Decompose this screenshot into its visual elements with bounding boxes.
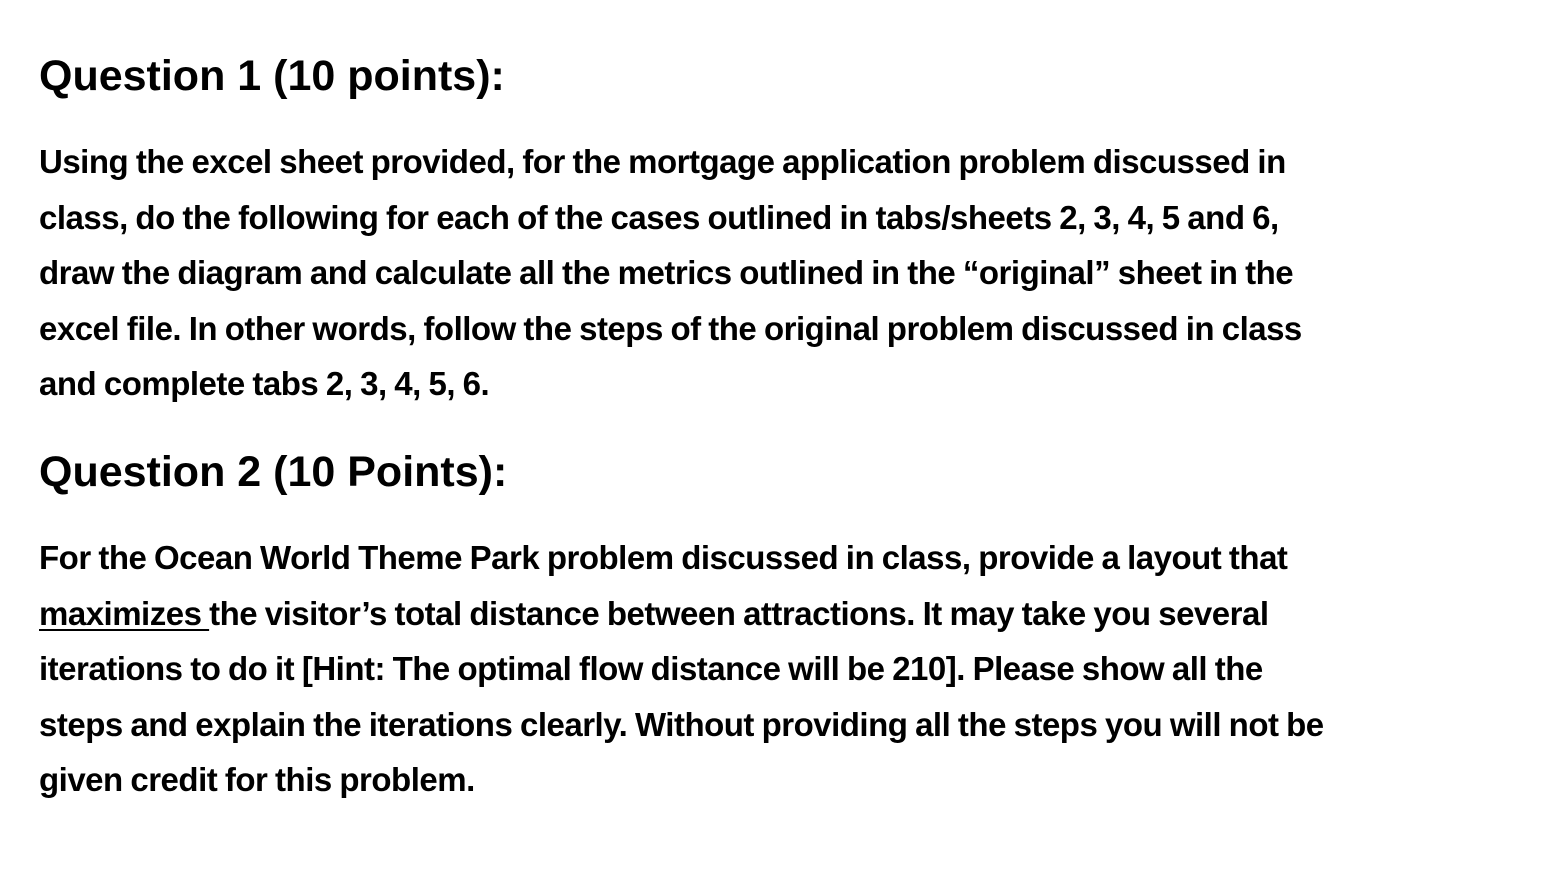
question-2-line-2-rest: the visitor’s total distance between attractions. It may take you several [209, 594, 1269, 632]
question-1-heading: Question 1 (10 points): [39, 52, 505, 100]
question-1-line-5: and complete tabs 2, 3, 4, 5, 6. [39, 365, 490, 402]
question-1-line-1: Using the excel sheet provided, for the mortgage application problem discussed in [39, 143, 1286, 180]
question-1-line-3: draw the diagram and calculate all the metrics outlined in the “original” sheet in the [39, 254, 1294, 291]
question-2-line-2 [39, 586, 1324, 642]
question-2-line-3: iterations to do it [Hint: The optimal flow distance will be 210]. Please show all the [39, 650, 1263, 687]
question-2-line-5: given credit for this problem. [39, 761, 475, 798]
question-2-heading: Question 2 (10 Points): [39, 448, 508, 496]
question-2-body [39, 530, 1324, 808]
question-2-line-1: For the Ocean World Theme Park problem discussed in class, provide a layout that [39, 539, 1288, 576]
question-1-line-4: excel file. In other words, follow the steps of the original problem discussed in class [39, 309, 1302, 347]
question-1-body [39, 134, 1302, 412]
question-2-line-4: steps and explain the iterations clearly. Without providing all the steps you will not be [39, 705, 1324, 743]
maximizes-emphasis: maximizes [39, 594, 210, 632]
question-1-line-2: class, do the following for each of the cases outlined in tabs/sheets 2, 3, 4, 5 and 6, [39, 198, 1279, 236]
